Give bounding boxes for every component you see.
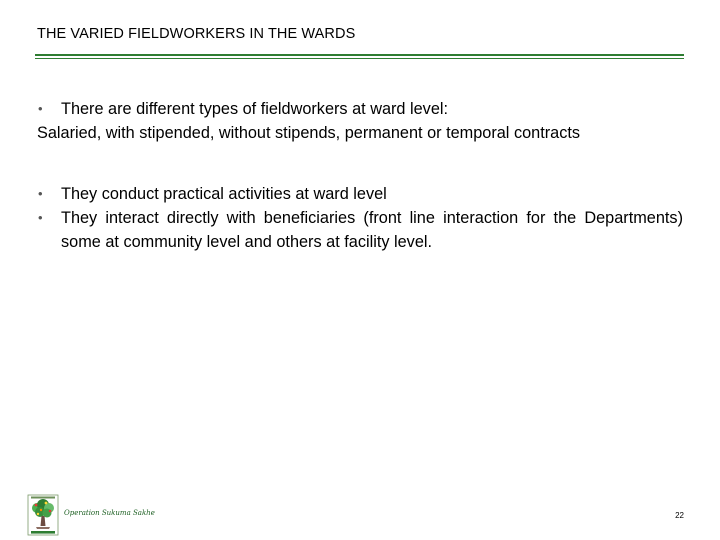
bullet-group-2 <box>37 182 683 254</box>
continuation-text: Salaried, with stipended, without stipends, permanent or temporal contracts <box>37 124 580 142</box>
bullet-text-fieldworker-types: There are different types of fieldworkers at ward level: <box>61 100 449 118</box>
bullet-item <box>37 97 683 121</box>
bullet-text-beneficiary-interaction: They interact directly with beneficiaries (front line interaction for the Departments) some at community level and others at facility level. <box>61 209 683 251</box>
footer-brand-text: Operation Sukuma Sakhe <box>64 509 155 517</box>
page-number: 22 <box>675 511 684 520</box>
slide-title: THE VARIED FIELDWORKERS IN THE WARDS <box>37 26 356 42</box>
bullet-group-1 <box>37 97 683 145</box>
tree-logo-icon <box>27 494 59 536</box>
title-divider-thick <box>35 54 684 56</box>
bullet-dot: • <box>38 210 43 225</box>
bullet-text-practical-activities: They conduct practical activities at ward level <box>61 185 387 203</box>
bullet-item <box>37 206 683 254</box>
bullet-item <box>37 182 683 206</box>
bullet-dot: • <box>38 186 43 201</box>
title-divider-thin <box>35 58 684 59</box>
bullet-dot: • <box>38 101 43 116</box>
